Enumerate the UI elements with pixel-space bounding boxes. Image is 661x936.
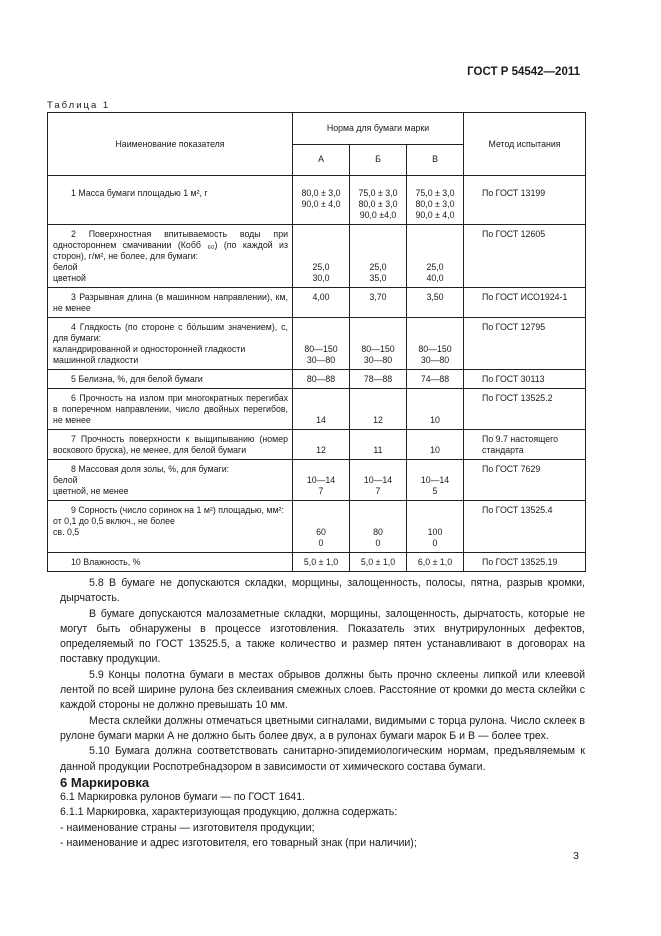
table-row: [48, 184, 586, 225]
section-line: - наименование страны — изготовителя продукции;: [60, 821, 315, 834]
cell-name: [48, 184, 293, 225]
value: 25,0: [369, 262, 387, 272]
value: 4,00: [312, 292, 330, 302]
section-line: 6.1.1 Маркировка, характеризующая продукцию, должна содержать:: [60, 806, 398, 819]
value: 100: [427, 527, 443, 537]
cell-grade-c: [407, 318, 464, 370]
cell-method: По ГОСТ ИСО1924-1: [464, 288, 586, 318]
indicator-name: 8 Массовая доля золы, %, для бумаги:: [71, 464, 230, 474]
cell-name: [48, 389, 293, 430]
cell-method: По ГОСТ 12795: [464, 318, 586, 370]
table-row: [48, 389, 586, 430]
table-row: [48, 460, 586, 501]
cell-grade-b: [350, 225, 407, 288]
value: 0: [432, 538, 438, 548]
table-row: [48, 430, 586, 460]
value: 80—88: [306, 374, 336, 384]
indicator-name: 1 Масса бумаги площадью 1 м², г: [71, 188, 208, 198]
indicator-name: 3 Разрывная длина (в машинном направлении), км, не менее: [53, 292, 288, 313]
cell-name: [48, 225, 293, 288]
value: 75,0 ± 3,0: [358, 188, 398, 198]
value: 75,0 ± 3,0: [415, 188, 455, 198]
indicator-name: 2 Поверхностная впитываемость воды при одностороннем смачивании (Кобб ₆₀) (по каждой из сторон), г/м², не более, для бумаги:: [53, 229, 288, 261]
value: 10: [430, 445, 440, 455]
table-row: [48, 370, 586, 389]
value: 80—150: [418, 344, 452, 354]
value: 5: [432, 486, 438, 496]
cell-grade-c: [407, 184, 464, 225]
value: 5,0 ± 1,0: [360, 557, 396, 567]
cell-method: По ГОСТ 30113: [464, 370, 586, 389]
value: 7: [375, 486, 381, 496]
value: 80,0 ± 3,0: [358, 199, 398, 209]
paragraph: В бумаге допускаются малозаметные складки, морщины, залощенность, дырчатость, которые не могут быть обнаружены в процессе изготовления. Показатель этих внутрирулонных дефектов, определяемый по ГОСТ 13525.5, а также количество и размер пятен устанавливают в договорах на поставку продукции.: [60, 607, 585, 666]
value: 90,0 ± 4,0: [415, 210, 455, 220]
cell-grade-c: [407, 225, 464, 288]
cell-grade-c: [407, 370, 464, 389]
value: 74—88: [420, 374, 450, 384]
specs-table: [47, 112, 586, 572]
value: 25,0: [426, 262, 444, 272]
value: 5,0 ± 1,0: [303, 557, 339, 567]
indicator-subitem: цветной, не менее: [53, 486, 129, 496]
cell-grade-b: [350, 460, 407, 501]
cell-grade-c: [407, 460, 464, 501]
indicator-subitem: каландрированной и односторонней гладкости: [53, 344, 246, 354]
cell-grade-b: [350, 184, 407, 225]
paragraph: 5.10 Бумага должна соответствовать санитарно-эпидемиологическим нормам, предъявляемым к данной продукции Роспотребнадзором в зависимости от химического состава бумаги.: [60, 745, 585, 773]
indicator-subitem: белой: [53, 475, 78, 485]
value: 30,0: [312, 273, 330, 283]
indicator-subitem: от 0,1 до 0,5 включ., не более: [53, 516, 175, 526]
indicator-subitem: цветной: [53, 273, 86, 283]
value: 7: [318, 486, 324, 496]
page-number: 3: [573, 850, 579, 862]
value: 14: [316, 415, 326, 425]
cell-grade-a: [293, 460, 350, 501]
cell-grade-b: [350, 370, 407, 389]
paragraph: Места склейки должны отмечаться цветными сигналами, видимыми с торца рулона. Число склеек в рулоне бумаги марки А не должно быть более двух, а в рулонах бумаги марок Б и В — более трех.: [60, 714, 585, 742]
cell-grade-c: [407, 389, 464, 430]
paragraph: 5.9 Концы полотна бумаги в местах обрывов должны быть прочно склеены липкой или клеевой лентой по всей ширине рулона без склеивания смежных слоев. Расстояние от кромки до места склейки с каждой стороны не должно превышать 10 мм.: [60, 668, 585, 712]
cell-grade-a: [293, 318, 350, 370]
col-header-method: Метод испытания: [464, 113, 586, 176]
value: 80,0 ± 3,0: [301, 188, 341, 198]
cell-method: По ГОСТ 7629: [464, 460, 586, 501]
cell-grade-b: [350, 318, 407, 370]
value: 10—14: [363, 475, 393, 485]
indicator-name: 6 Прочность на излом при многократных перегибах в поперечном направлении, число двойных перегибов, не менее: [53, 393, 288, 425]
cell-method: По 9.7 настоящего стандарта: [464, 430, 586, 460]
body-text: [60, 576, 585, 851]
indicator-name: 10 Влажность, %: [71, 557, 141, 567]
cell-name: [48, 318, 293, 370]
value: 90,0 ± 4,0: [301, 199, 341, 209]
value: 35,0: [369, 273, 387, 283]
value: 80: [373, 527, 383, 537]
value: 10—14: [420, 475, 450, 485]
cell-grade-a: [293, 389, 350, 430]
cell-grade-c: [407, 288, 464, 318]
indicator-name: 9 Сорность (число соринок на 1 м²) площадью, мм²:: [71, 505, 284, 515]
value: 12: [316, 445, 326, 455]
cell-name: [48, 430, 293, 460]
value: 3,50: [426, 292, 444, 302]
cell-name: [48, 553, 293, 572]
cell-grade-b: [350, 389, 407, 430]
value: 10—14: [306, 475, 336, 485]
indicator-subitem: белой: [53, 262, 78, 272]
cell-grade-a: [293, 184, 350, 225]
value: 60: [316, 527, 326, 537]
table-row: [48, 225, 586, 288]
value: 12: [373, 415, 383, 425]
col-header-name: Наименование показателя: [48, 113, 293, 176]
cell-method: По ГОСТ 13199: [464, 184, 586, 225]
document-code: ГОСТ Р 54542—2011: [467, 66, 580, 78]
cell-grade-a: [293, 501, 350, 553]
cell-grade-c: [407, 430, 464, 460]
cell-method: По ГОСТ 12605: [464, 225, 586, 288]
col-header-grade-a: А: [293, 144, 350, 176]
cell-grade-b: [350, 430, 407, 460]
cell-grade-b: [350, 288, 407, 318]
cell-grade-c: [407, 553, 464, 572]
table-row: [48, 288, 586, 318]
value: 0: [318, 538, 324, 548]
cell-name: [48, 370, 293, 389]
value: 30—80: [420, 355, 450, 365]
col-header-grade-b: Б: [350, 144, 407, 176]
cell-grade-a: [293, 288, 350, 318]
col-header-grade-c: В: [407, 144, 464, 176]
value: 30—80: [306, 355, 336, 365]
cell-grade-a: [293, 430, 350, 460]
section-line: 6.1 Маркировка рулонов бумаги — по ГОСТ 1641.: [60, 791, 306, 804]
value: 3,70: [369, 292, 387, 302]
value: 80,0 ± 3,0: [415, 199, 455, 209]
cell-method: По ГОСТ 13525.2: [464, 389, 586, 430]
cell-name: [48, 288, 293, 318]
cell-grade-a: [293, 225, 350, 288]
table-row: [48, 318, 586, 370]
value: 40,0: [426, 273, 444, 283]
value: 25,0: [312, 262, 330, 272]
indicator-name: 4 Гладкость (по стороне с бо́льшим значением), с, для бумаги:: [53, 322, 288, 343]
paragraph: 5.8 В бумаге не допускаются складки, морщины, залощенность, полосы, пятна, разрыв кромки, дырчатость.: [60, 577, 585, 605]
table-row: [48, 501, 586, 553]
cell-method: По ГОСТ 13525.4: [464, 501, 586, 553]
cell-grade-a: [293, 553, 350, 572]
section-line: - наименование и адрес изготовителя, его товарный знак (при наличии);: [60, 837, 417, 850]
cell-method: По ГОСТ 13525.19: [464, 553, 586, 572]
value: 90,0 ±4,0: [359, 210, 397, 220]
value: 0: [375, 538, 381, 548]
cell-name: [48, 501, 293, 553]
cell-grade-b: [350, 501, 407, 553]
indicator-subitem: св. 0,5: [53, 527, 80, 537]
value: 10: [430, 415, 440, 425]
value: 30—80: [363, 355, 393, 365]
col-header-norm: Норма для бумаги марки: [293, 113, 464, 145]
value: 11: [373, 445, 383, 455]
cell-name: [48, 460, 293, 501]
table-body: [48, 176, 586, 572]
indicator-subitem: машинной гладкости: [53, 355, 139, 365]
value: 80—150: [304, 344, 338, 354]
table-label: Таблица 1: [47, 100, 111, 111]
indicator-name: 5 Белизна, %, для белой бумаги: [71, 374, 203, 384]
cell-grade-a: [293, 370, 350, 389]
value: 80—150: [361, 344, 395, 354]
cell-grade-b: [350, 553, 407, 572]
section-title: 6 Маркировка: [60, 774, 150, 790]
table-row: [48, 553, 586, 572]
value: 78—88: [363, 374, 393, 384]
cell-grade-c: [407, 501, 464, 553]
value: 6,0 ± 1,0: [417, 557, 453, 567]
indicator-name: 7 Прочность поверхности к выщипыванию (номер воскового бруска), не менее, для белой бумаги: [53, 434, 288, 455]
